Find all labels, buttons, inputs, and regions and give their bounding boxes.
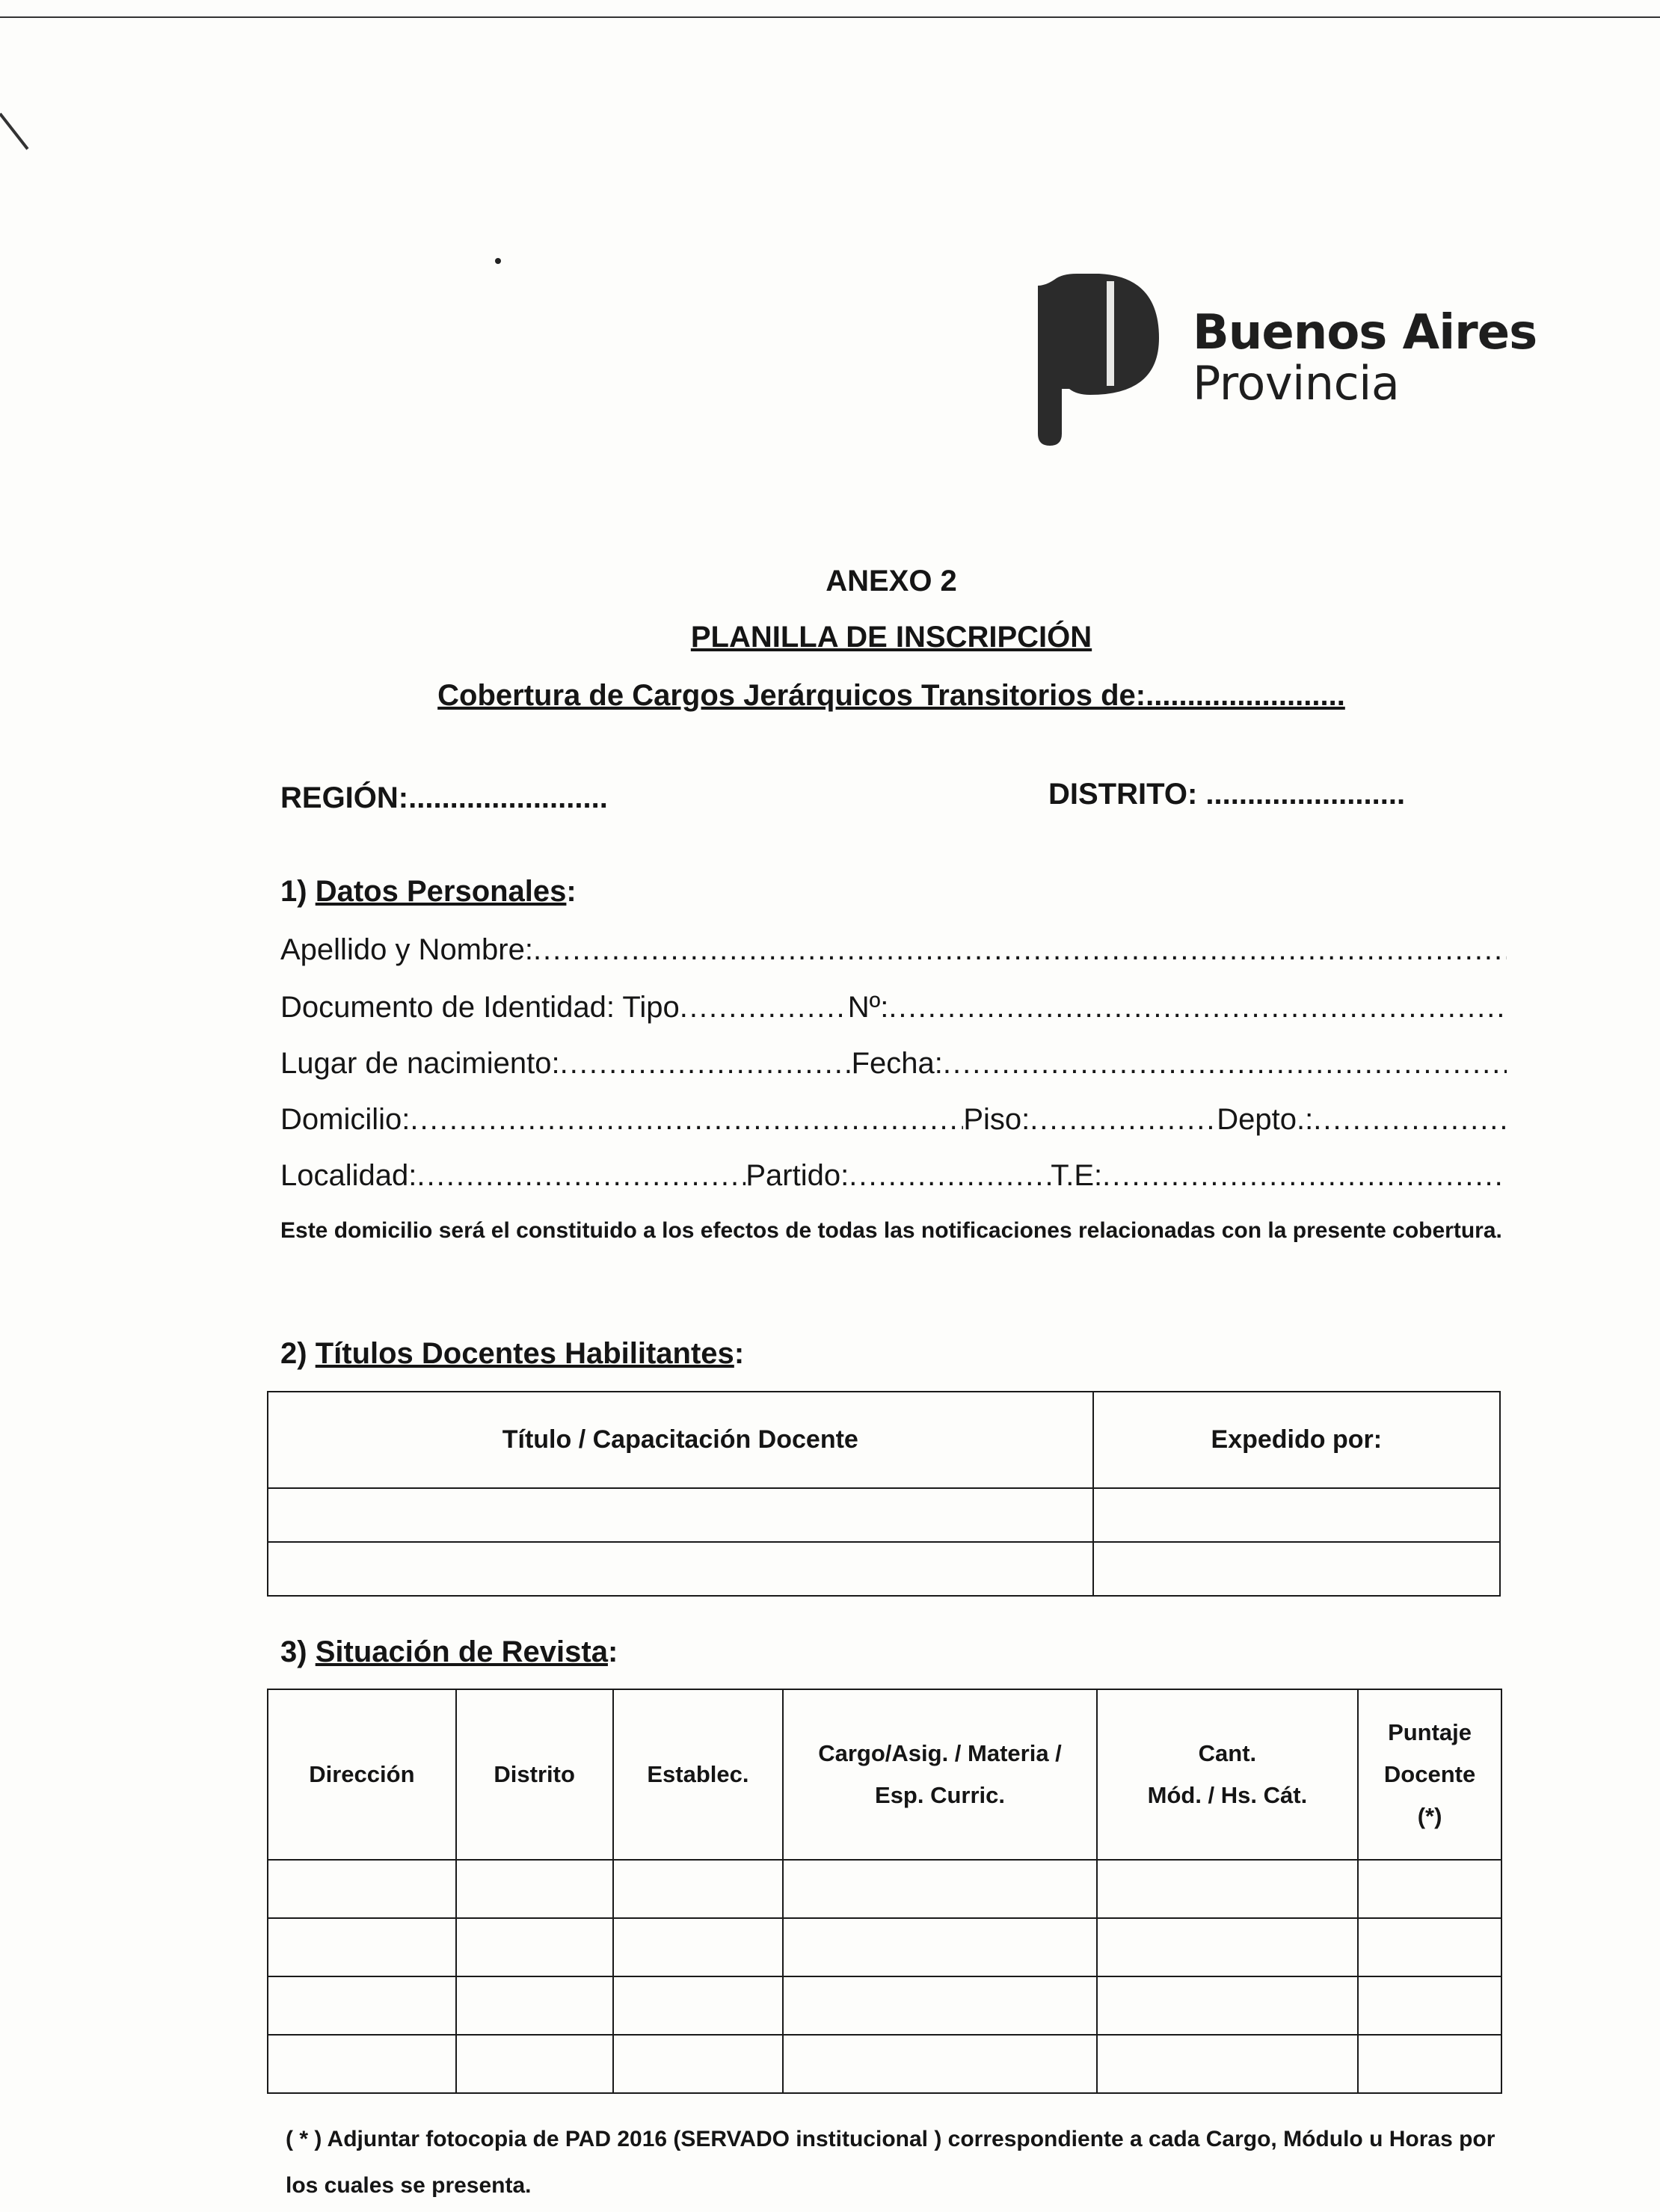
- name-field[interactable]: [280, 933, 1507, 967]
- column-header-direccion: Dirección: [268, 1689, 456, 1860]
- table-cell[interactable]: [1358, 1860, 1501, 1918]
- table-cell[interactable]: [1097, 2035, 1358, 2093]
- table-row: [268, 1918, 1501, 1976]
- table-cell[interactable]: [456, 1918, 613, 1976]
- birthplace-label: Lugar de nacimiento:: [280, 1047, 560, 1080]
- document-field[interactable]: [280, 991, 1507, 1024]
- table-cell[interactable]: [783, 1918, 1096, 1976]
- table-cell[interactable]: [456, 1860, 613, 1918]
- titles-table: [267, 1391, 1501, 1597]
- top-border-line: [0, 16, 1660, 18]
- section-titles-heading: 2) Títulos Docentes Habilitantes:: [280, 1337, 745, 1370]
- table-row: [268, 1976, 1501, 2035]
- section-number: 2): [280, 1337, 307, 1370]
- table-cell[interactable]: [268, 2035, 456, 2093]
- table-cell[interactable]: [613, 1918, 784, 1976]
- column-header: Título / Capacitación Docente: [268, 1392, 1093, 1488]
- form-subtitle: Cobertura de Cargos Jerárquicos Transitorios de:........................: [437, 679, 1345, 712]
- table-cell[interactable]: [1097, 1918, 1358, 1976]
- section-title: Títulos Docentes Habilitantes: [315, 1337, 734, 1370]
- footnote: ( * ) Adjuntar fotocopia de PAD 2016 (SERVADO institucional ) correspondiente a cada Cargo, Módulo u Horas por los cuales se presenta.: [286, 2127, 1495, 2198]
- logo-wordmark: [1193, 305, 1537, 411]
- corner-staple-mark: [0, 113, 29, 150]
- table-row: [268, 1860, 1501, 1918]
- apt-label: Depto.:: [1217, 1103, 1314, 1136]
- table-cell[interactable]: [1358, 1918, 1501, 1976]
- table-cell[interactable]: [1358, 2035, 1501, 2093]
- table-cell[interactable]: [268, 1976, 456, 2035]
- name-label: Apellido y Nombre:: [280, 933, 533, 966]
- table-cell[interactable]: [456, 2035, 613, 2093]
- table-cell[interactable]: [613, 1860, 784, 1918]
- address-note: Este domicilio será el constituido a los efectos de todas las notificaciones relacionadas con la presente cobertura.: [280, 1218, 1502, 1243]
- table-cell[interactable]: [268, 1918, 456, 1976]
- table-cell[interactable]: [613, 2035, 784, 2093]
- table-cell[interactable]: [268, 1542, 1093, 1596]
- table-cell[interactable]: [268, 1860, 456, 1918]
- table-row: [268, 2035, 1501, 2093]
- table-cell[interactable]: [1093, 1488, 1500, 1542]
- column-header-establec: Establec.: [613, 1689, 784, 1860]
- table-cell[interactable]: [1358, 1976, 1501, 2035]
- phone-label: T.E:: [1051, 1159, 1103, 1192]
- doc-type-label: Documento de Identidad: Tipo: [280, 991, 680, 1024]
- table-cell[interactable]: [1093, 1542, 1500, 1596]
- address-label: Domicilio:: [280, 1103, 411, 1136]
- section-status-heading: 3) Situación de Revista:: [280, 1635, 618, 1668]
- table-cell[interactable]: [1097, 1976, 1358, 2035]
- status-table: [267, 1689, 1502, 2094]
- table-row: [268, 1488, 1500, 1542]
- partido-label: Partido:: [746, 1159, 849, 1192]
- address-field[interactable]: [280, 1103, 1507, 1137]
- locality-label: Localidad:: [280, 1159, 417, 1192]
- table-header-row: [268, 1689, 1501, 1860]
- table-cell[interactable]: [268, 1488, 1093, 1542]
- birth-field[interactable]: [280, 1047, 1507, 1081]
- column-header: Expedido por:: [1093, 1392, 1500, 1488]
- speck: [495, 258, 501, 264]
- district-field[interactable]: DISTRITO: ........................: [1048, 778, 1406, 811]
- column-header-cantidad: Cant. Mód. / Hs. Cát.: [1097, 1689, 1358, 1860]
- section-personal-data-heading: 1) Datos Personales:: [280, 875, 577, 908]
- table-cell[interactable]: [783, 1976, 1096, 2035]
- form-title: PLANILLA DE INSCRIPCIÓN: [690, 621, 1092, 654]
- region-field[interactable]: REGIÓN:........................: [280, 781, 608, 814]
- province-p-icon: [1032, 269, 1174, 449]
- date-label: Fecha:: [851, 1047, 943, 1080]
- column-header-cargo: Cargo/Asig. / Materia / Esp. Curric.: [783, 1689, 1096, 1860]
- section-title: Datos Personales: [315, 875, 567, 908]
- table-cell[interactable]: [783, 2035, 1096, 2093]
- logo-line2: Provincia: [1193, 356, 1400, 411]
- locality-field[interactable]: [280, 1159, 1507, 1193]
- table-cell[interactable]: [613, 1976, 784, 2035]
- section-number: 1): [280, 875, 307, 908]
- floor-label: Piso:: [963, 1103, 1030, 1136]
- table-row: [268, 1542, 1500, 1596]
- table-header-row: [268, 1392, 1500, 1488]
- section-number: 3): [280, 1635, 307, 1668]
- table-cell[interactable]: [1097, 1860, 1358, 1918]
- doc-number-label: Nº:: [847, 991, 889, 1024]
- logo-line1: Buenos Aires: [1193, 305, 1537, 360]
- column-header-distrito: Distrito: [456, 1689, 613, 1860]
- annex-label: ANEXO 2: [826, 565, 957, 597]
- column-header-puntaje: Puntaje Docente (*): [1358, 1689, 1501, 1860]
- table-cell[interactable]: [456, 1976, 613, 2035]
- section-title: Situación de Revista: [315, 1635, 608, 1668]
- table-cell[interactable]: [783, 1860, 1096, 1918]
